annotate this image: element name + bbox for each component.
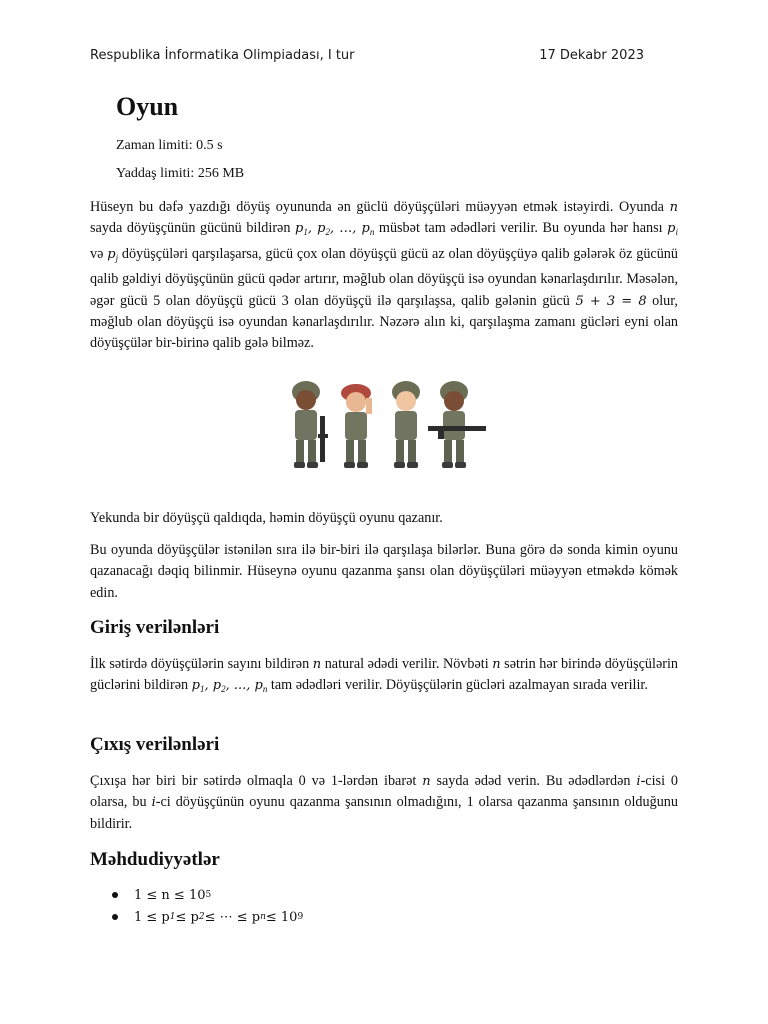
bullet-icon — [112, 914, 118, 920]
constraint-item: 1 ≤ p 1 ≤ p 2 ≤ ⋯ ≤ p n ≤ 10 9 — [112, 906, 303, 928]
four-soldiers-cartoon-icon — [282, 376, 488, 476]
output-paragraph: Çıxışa hər biri bir sətirdə olmaqla 0 və 1-lərdən ibarət n sayda ədəd verin. Bu ədədlərdən i-cisi 0 olarsa, bu i-ci döyüşçünün oyunu qazanma şansının olmadığını, 1 olarsa qazanma şansının olduğunu bildirir. — [90, 773, 678, 832]
time-limit: Zaman limiti: 0.5 s — [116, 138, 223, 153]
constraints-heading: Məhdudiyyətlər — [90, 849, 220, 870]
statement-paragraph-3: Bu oyunda döyüşçülər istənilən sıra ilə bir-biri ilə qarşılaşa bilərlər. Buna görə də sonda kimin oyunu qazanacağı dəqiq bilinmir. Hüseynə oyunu qazanma şansı olan döyüşçüləri müəyyən etməkdə kömək edin. — [90, 542, 678, 601]
input-heading: Giriş verilənləri — [90, 617, 220, 638]
statement-paragraph-1: Hüseyn bu dəfə yazdığı döyüş oyununda ən güclü döyüşçüləri müəyyən etmək istəyirdi. Oyunda n sayda döyüşçünün gücünü bildirən $p_1$, $p_2$, …, $p_n$ müsbət tam ədədləri verilir. Bu oyunda hər hansı $p_i$ və $p_j$ döyüşçüləri qarşılaşarsa, gücü çox olan döyüşçü gücü az olan döyüşçüyə qalib gələrək öz gücünü qalib gəldiyi döyüşçünün gücü qədər artırır, məğlub olan döyüşçü isə oyundan kənarlaşdırılır. Məsələn, əgər gücü 5 olan döyüşçü gücü 3 olan döyüşçü ilə qarşılaşsa, qalib gələnin gücü 5 + 3 = 8 olur, məğlub olan döyüşçü isə oyundan kənarlaşdırılır. Nəzərə alın ki, qarşılaşma zamanı gücləri eyni olan döyüşçülər bir-birinə qalib gələ bilməz. — [90, 199, 678, 352]
output-heading: Çıxış verilənləri — [90, 734, 220, 755]
header-olympiad: Respublika İnformatika Olimpiadası, I tur — [90, 48, 355, 63]
soldier-icon — [428, 381, 486, 468]
soldier-icon — [341, 384, 372, 468]
bullet-icon — [112, 892, 118, 898]
statement-paragraph-2: Yekunda bir döyüşçü qaldıqda, həmin döyüşçü oyunu qazanır. — [90, 510, 443, 526]
page-title: Oyun — [116, 92, 179, 121]
soldier-icon — [292, 381, 328, 468]
constraint-item: 1 ≤ n ≤ 10 5 — [112, 884, 303, 906]
header-date: 17 Dekabr 2023 — [539, 48, 644, 63]
input-paragraph: İlk sətirdə döyüşçülərin sayını bildirən n natural ədədi verilir. Növbəti n sətrin hər birində döyüşçülərin güclərini bildirən $p_1$, $p_2$, ..., $p_n$ tam ədədləri verilir. Döyüşçülərin gücləri azalmayan sırada verilir. — [90, 656, 679, 695]
page-header — [90, 48, 644, 63]
memory-limit: Yaddaş limiti: 256 MB — [116, 166, 245, 181]
soldier-icon — [392, 381, 420, 468]
constraints-list — [112, 884, 303, 928]
